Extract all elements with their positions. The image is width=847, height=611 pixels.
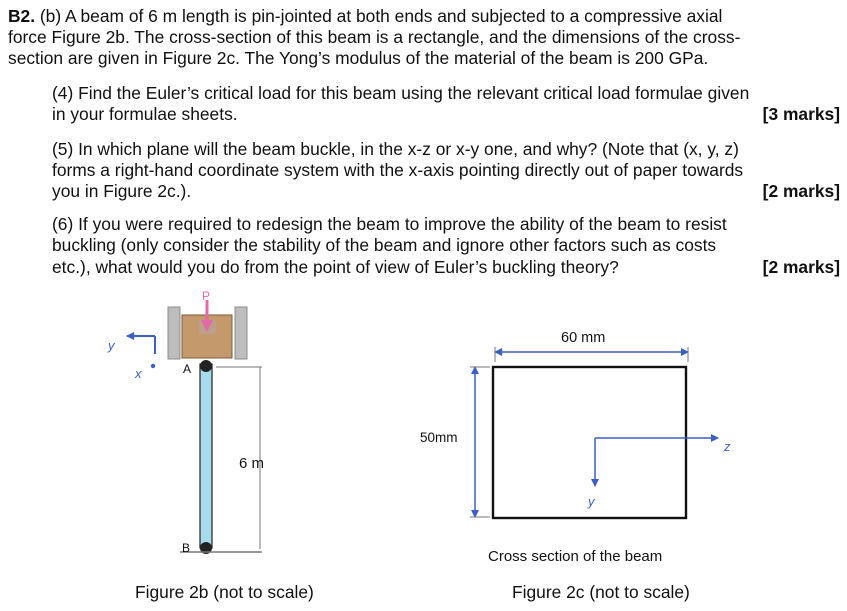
axis-x-label: x [135,366,142,381]
part-5-line-3: you in Figure 2c.). [52,181,192,201]
point-b-label: B [182,541,191,555]
part-4-marks: [3 marks] [762,104,840,124]
length-label: 6 m [239,455,265,472]
width-label: 60 mm [561,330,606,346]
question-number: B2. [8,6,36,26]
axis-y-section-label: y [588,494,595,509]
question-intro-line-3: section are given in Figure 2c. The Yong’s modulus of the material of the beam is 200 GPa. [8,48,709,68]
part-6-marks: [2 marks] [762,257,840,277]
figure-2b-caption: Figure 2b (not to scale) [135,582,314,602]
axis-z-label: z [724,439,731,454]
point-a-label: A [183,362,192,376]
part-5-line-1: (5) In which plane will the beam buckle, in the x-z or x-y one, and why? (Note that (x, y, z) [52,139,739,159]
part-6-line-1: (6) If you were required to redesign the beam to improve the ability of the beam to resist [52,214,727,234]
beam [200,364,212,548]
height-label: 50mm [420,430,458,445]
part-4-line-2: in your formulae sheets. [52,104,238,124]
load-label: P [202,289,211,303]
axis-y-label: y [108,338,115,353]
part-6-line-3: etc.), what would you do from the point of view of Euler’s buckling theory? [52,257,619,277]
part-4-line-1: (4) Find the Euler’s critical load for this beam using the relevant critical load formulae given [52,83,750,103]
part-6-line-2: buckling (only consider the stability of the beam and ignore other factors such as costs [52,235,717,255]
axis-x-dot [151,364,155,368]
pin-a [200,360,212,372]
figure-2c-caption: Figure 2c (not to scale) [512,582,690,602]
question-intro-line-1: B2. (b) A beam of 6 m length is pin-jointed at both ends and subjected to a compressive axial [8,6,723,26]
part-5-line-2: forms a right-hand coordinate system with the x-axis pointing directly out of paper towards [52,160,744,180]
cross-section-subtitle: Cross section of the beam [488,548,663,565]
part-5-marks: [2 marks] [762,181,840,201]
question-intro-line-2: force Figure 2b. The cross-section of this beam is a rectangle, and the dimensions of the cross- [8,27,741,47]
